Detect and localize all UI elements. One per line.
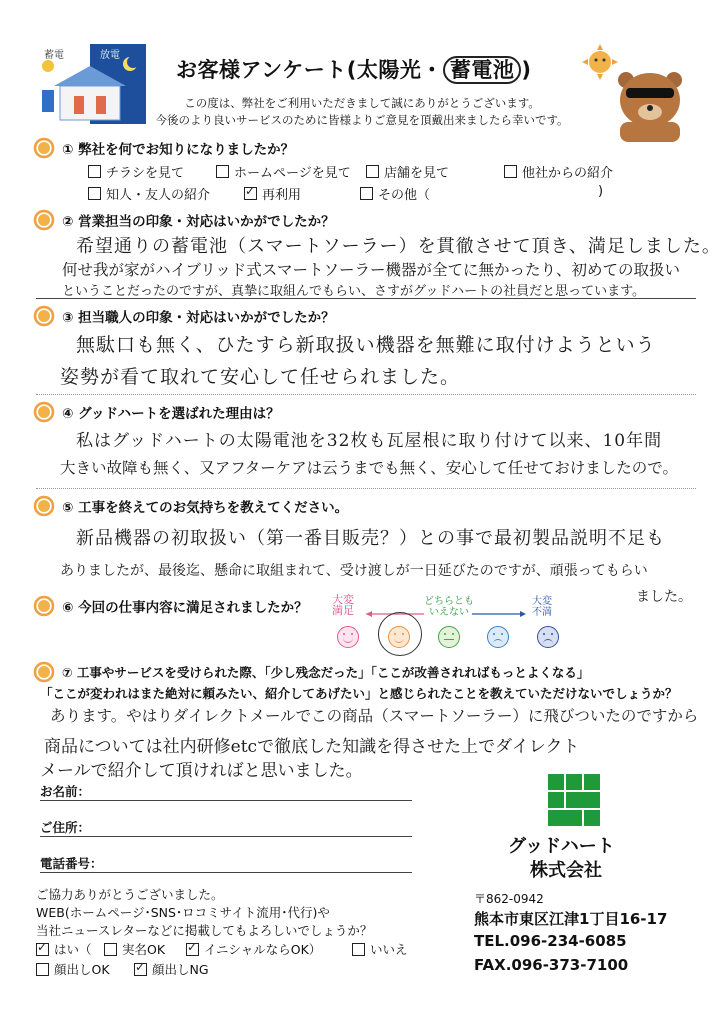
q4-answer-line-2: 大きい故障も無く、又アフターケアは云うまでも無く、安心して任せておけましたので。 — [60, 459, 678, 477]
phone-field[interactable] — [40, 872, 412, 873]
sun-icon — [34, 138, 54, 158]
intro-line-1: この度は、弊社をご利用いただきまして誠にありがとうございます。 — [184, 96, 540, 110]
checkbox[interactable] — [504, 165, 517, 178]
name-field[interactable] — [40, 800, 412, 801]
illus-left-label: 蓄電 — [44, 50, 64, 61]
q1-other-close: ) — [598, 184, 604, 199]
checkbox[interactable] — [104, 943, 117, 956]
sun-icon — [34, 402, 54, 422]
checkbox[interactable] — [352, 943, 365, 956]
consent-face-ok[interactable]: 顔出しOK — [36, 960, 110, 978]
q2-answer-line-3: ということだったのですが、真摯に取組んでもらい、さすがグッドハートの社員だと思っています。 — [62, 284, 646, 299]
question-7: ⑦ 工事やサービスを受けられた際、「少し残念だった」「ここが改善されればもっとよくなる」 — [34, 662, 589, 682]
q3-answer-line-2: 姿勢が看て取れて安心して任せられました。 — [60, 366, 461, 388]
q2-answer-line-2: 何せ我が家がハイブリッド式スマートソーラー機器が全てに無かったり、初めての取扱い — [62, 261, 680, 279]
company-fax: FAX.096-373-7100 — [474, 956, 629, 974]
question-7-line-2: 「ここが変われはまた絶対に頼みたい、紹介してあげたい」と感じられたことを教えていただけないでしょうか？ — [40, 686, 678, 701]
consent-no[interactable]: いいえ — [352, 940, 408, 958]
divider — [36, 394, 696, 395]
company-name: グッドハート — [508, 836, 615, 857]
q1-option-other-company[interactable]: 他社からの紹介 — [504, 162, 613, 181]
sun-icon — [34, 210, 54, 230]
checkbox[interactable] — [360, 187, 373, 200]
q3-answer-line-1: 無駄口も無く、ひたすら新取扱い機器を無難に取付けようという — [76, 334, 656, 356]
divider — [36, 488, 696, 489]
question-2: ② 営業担当の印象・対応はいかがでしたか？ — [34, 210, 335, 230]
scale-label-very-satisfied: 大変 満足 — [332, 593, 354, 617]
scale-label-very-dissatisfied: 大変 不満 — [532, 596, 552, 618]
phone-label: 電話番号： — [40, 856, 103, 871]
company-logo — [548, 774, 600, 826]
q7-answer-line-2: 商品については社内研修etcで徹底した知識を得させた上でダイレクト — [44, 737, 580, 757]
sun-icon — [34, 662, 54, 682]
checkbox-checked[interactable] — [36, 943, 49, 956]
question-5: ⑤ 工事を終えてのお気持ちを教えてください。 — [34, 496, 348, 516]
question-3: ③ 担当職人の印象・対応はいかがでしたか？ — [34, 306, 335, 326]
q1-option-other[interactable]: その他（ — [360, 184, 430, 203]
q4-answer-line-1: 私はグッドハートの太陽電池を32枚も瓦屋根に取り付けて以来、10年間 — [76, 431, 663, 451]
company-address: 熊本市東区江津1丁目16-17 — [474, 910, 668, 928]
checkbox[interactable] — [88, 165, 101, 178]
q2-answer-line-1: 希望通りの蓄電池（スマートソーラー）を貫徹させて頂き、満足しました。 — [76, 236, 721, 257]
checkbox-checked[interactable] — [134, 963, 147, 976]
checkbox[interactable] — [216, 165, 229, 178]
q5-answer-line-3: ました。 — [636, 589, 692, 605]
face-dissatisfied[interactable] — [487, 626, 509, 648]
page-title: お客様アンケート(太陽光・ 蓄電池 ) — [176, 58, 532, 82]
q7-answer-line-1: あります。やはりダイレクトメールでこの商品（スマートソーラー）に飛びついたのですから — [50, 707, 699, 725]
consent-yes[interactable]: ✓ はい（ — [36, 940, 92, 958]
face-neutral[interactable] — [438, 626, 460, 648]
company-suffix: 株式会社 — [530, 860, 602, 881]
q1-option-flyer[interactable]: チラシを見て — [88, 162, 184, 181]
sun-icon — [34, 596, 54, 616]
postal-code: 〒862-0942 — [474, 892, 544, 906]
consent-realname[interactable]: 実名OK — [104, 940, 165, 958]
name-label: お名前： — [40, 784, 91, 799]
q1-option-reuse[interactable]: ✓ 再利用 — [244, 184, 301, 203]
question-6: ⑥ 今回の仕事内容に満足されましたか？ — [34, 596, 308, 616]
consent-initial[interactable]: ✓ イニシャルならOK） — [186, 940, 321, 958]
illus-right-label: 放電 — [100, 50, 120, 61]
q1-option-friend[interactable]: 知人・友人の紹介 — [88, 184, 210, 203]
consent-text-2: 当社ニュースレターなどに掲載してもよろしいでしょうか？ — [36, 923, 373, 938]
face-very-satisfied[interactable] — [337, 626, 359, 648]
q5-answer-line-1: 新品機器の初取扱い（第一番目販売？）との事で最初製品説明不足も — [76, 528, 665, 549]
intro-line-2: 今後のより良いサービスのために皆様よりご意見を頂戴出来ましたら幸いです。 — [155, 113, 569, 127]
checkbox-checked[interactable] — [244, 187, 257, 200]
q1-option-store[interactable]: 店舗を見て — [366, 162, 449, 181]
thanks-text: ご協力ありがとうございました。 — [36, 887, 224, 902]
divider — [36, 298, 696, 299]
consent-text-1: WEB(ホームページ･SNS･ロコミサイト流用･代行)や — [36, 905, 330, 920]
checkbox[interactable] — [366, 165, 379, 178]
consent-face-ng[interactable]: ✓ 顔出しNG — [134, 960, 209, 978]
address-label: ご住所： — [40, 820, 91, 835]
checkbox[interactable] — [88, 187, 101, 200]
face-very-dissatisfied[interactable] — [537, 626, 559, 648]
q5-answer-line-2: ありましたが、最後迄、懸命に取組まれて、受け渡しが一日延びたのですが、頑張ってもらい — [60, 563, 648, 579]
face-satisfied[interactable] — [388, 626, 410, 648]
question-1: ① 弊社を何でお知りになりましたか？ — [34, 138, 294, 158]
q1-option-homepage[interactable]: ホームページを見て — [216, 162, 351, 181]
address-field[interactable] — [40, 836, 412, 837]
scale-arrow — [366, 603, 526, 611]
q7-answer-line-3: メールで紹介して頂ければと思いました。 — [40, 761, 363, 781]
sun-icon — [34, 496, 54, 516]
checkbox[interactable] — [36, 963, 49, 976]
question-4: ④ グッドハートを選ばれた理由は？ — [34, 402, 280, 422]
scale-label-neutral: どちらとも いえない — [424, 596, 474, 618]
sun-icon — [34, 306, 54, 326]
company-tel: TEL.096-234-6085 — [474, 932, 627, 950]
checkbox-checked[interactable] — [186, 943, 199, 956]
